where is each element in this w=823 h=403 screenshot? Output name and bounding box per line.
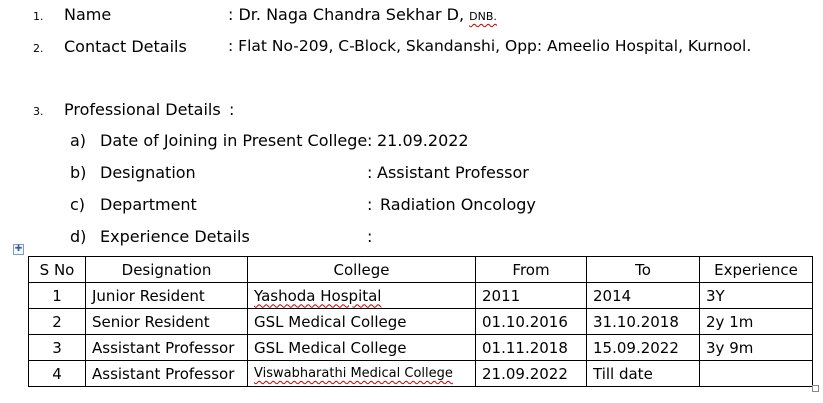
designation-separator: : [367, 163, 373, 182]
cell-experience: 3y 9m [700, 335, 813, 361]
item-number-3: 3. [33, 105, 44, 118]
cell-to: 31.10.2018 [587, 309, 700, 335]
name-suffix: DNB. [469, 10, 497, 23]
designation-label: Designation [100, 163, 196, 182]
cell-designation: Assistant Professor [86, 335, 248, 361]
department-value: Radiation Oncology [380, 195, 536, 214]
college-text: Yashoda Hospital [254, 286, 382, 305]
table-row [29, 283, 813, 309]
contact-value: Flat No-209, C-Block, Skandanshi, Opp: Ameelio Hospital, Kurnool. [238, 37, 752, 55]
cell-sno: 3 [29, 335, 86, 361]
cell-experience: 2y 1m [700, 309, 813, 335]
contact-separator: : [228, 37, 234, 55]
table-row [29, 361, 813, 387]
name-value-line [228, 5, 497, 24]
header-to: To [587, 257, 700, 283]
header-designation: Designation [86, 257, 248, 283]
cell-to: 2014 [587, 283, 700, 309]
joining-date-separator: : [367, 131, 373, 150]
designation-value: Assistant Professor [377, 163, 529, 182]
joining-date-value: 21.09.2022 [377, 131, 469, 150]
cell-college: GSL Medical College [248, 335, 476, 361]
cell-designation: Senior Resident [86, 309, 248, 335]
cell-from: 21.09.2022 [476, 361, 587, 387]
contact-value-line [228, 37, 751, 55]
department-label: Department [100, 195, 197, 214]
cell-from: 01.10.2016 [476, 309, 587, 335]
table-resize-handle[interactable] [812, 385, 819, 392]
professional-separator: : [229, 100, 235, 119]
experience-table [28, 256, 813, 387]
sub-marker-b: b) [70, 163, 87, 182]
name-label: Name [64, 5, 112, 24]
table-row [29, 335, 813, 361]
table-row [29, 309, 813, 335]
cell-to: 15.09.2022 [587, 335, 700, 361]
cell-sno: 4 [29, 361, 86, 387]
contact-label: Contact Details [64, 37, 187, 56]
item-number-1: 1. [33, 10, 44, 23]
item-number-2: 2. [33, 42, 44, 55]
cell-experience: 3Y [700, 283, 813, 309]
department-separator: : [367, 195, 373, 214]
table-header-row [29, 257, 813, 283]
name-value: Dr. Naga Chandra Sekhar D, [238, 5, 465, 24]
header-college: College [248, 257, 476, 283]
cell-sno: 2 [29, 309, 86, 335]
professional-label: Professional Details [64, 100, 221, 119]
college-text: Viswabharathi Medical College [254, 366, 453, 381]
cell-designation: Junior Resident [86, 283, 248, 309]
cell-sno: 1 [29, 283, 86, 309]
header-from: From [476, 257, 587, 283]
cell-from: 01.11.2018 [476, 335, 587, 361]
move-icon[interactable]: ✚ [14, 244, 23, 254]
experience-details-separator: : [367, 227, 373, 246]
sub-marker-a: a) [70, 131, 87, 150]
header-experience: Experience [700, 257, 813, 283]
cell-college [248, 361, 476, 387]
cell-college: GSL Medical College [248, 309, 476, 335]
cell-from: 2011 [476, 283, 587, 309]
experience-details-label: Experience Details [100, 227, 250, 246]
sub-marker-c: c) [70, 195, 86, 214]
cell-experience [700, 361, 813, 387]
cell-college [248, 283, 476, 309]
sub-marker-d: d) [70, 227, 87, 246]
joining-date-label: Date of Joining in Present College [100, 131, 368, 150]
cell-to: Till date [587, 361, 700, 387]
header-sno: S No [29, 257, 86, 283]
cell-designation: Assistant Professor [86, 361, 248, 387]
name-separator: : [228, 5, 234, 24]
